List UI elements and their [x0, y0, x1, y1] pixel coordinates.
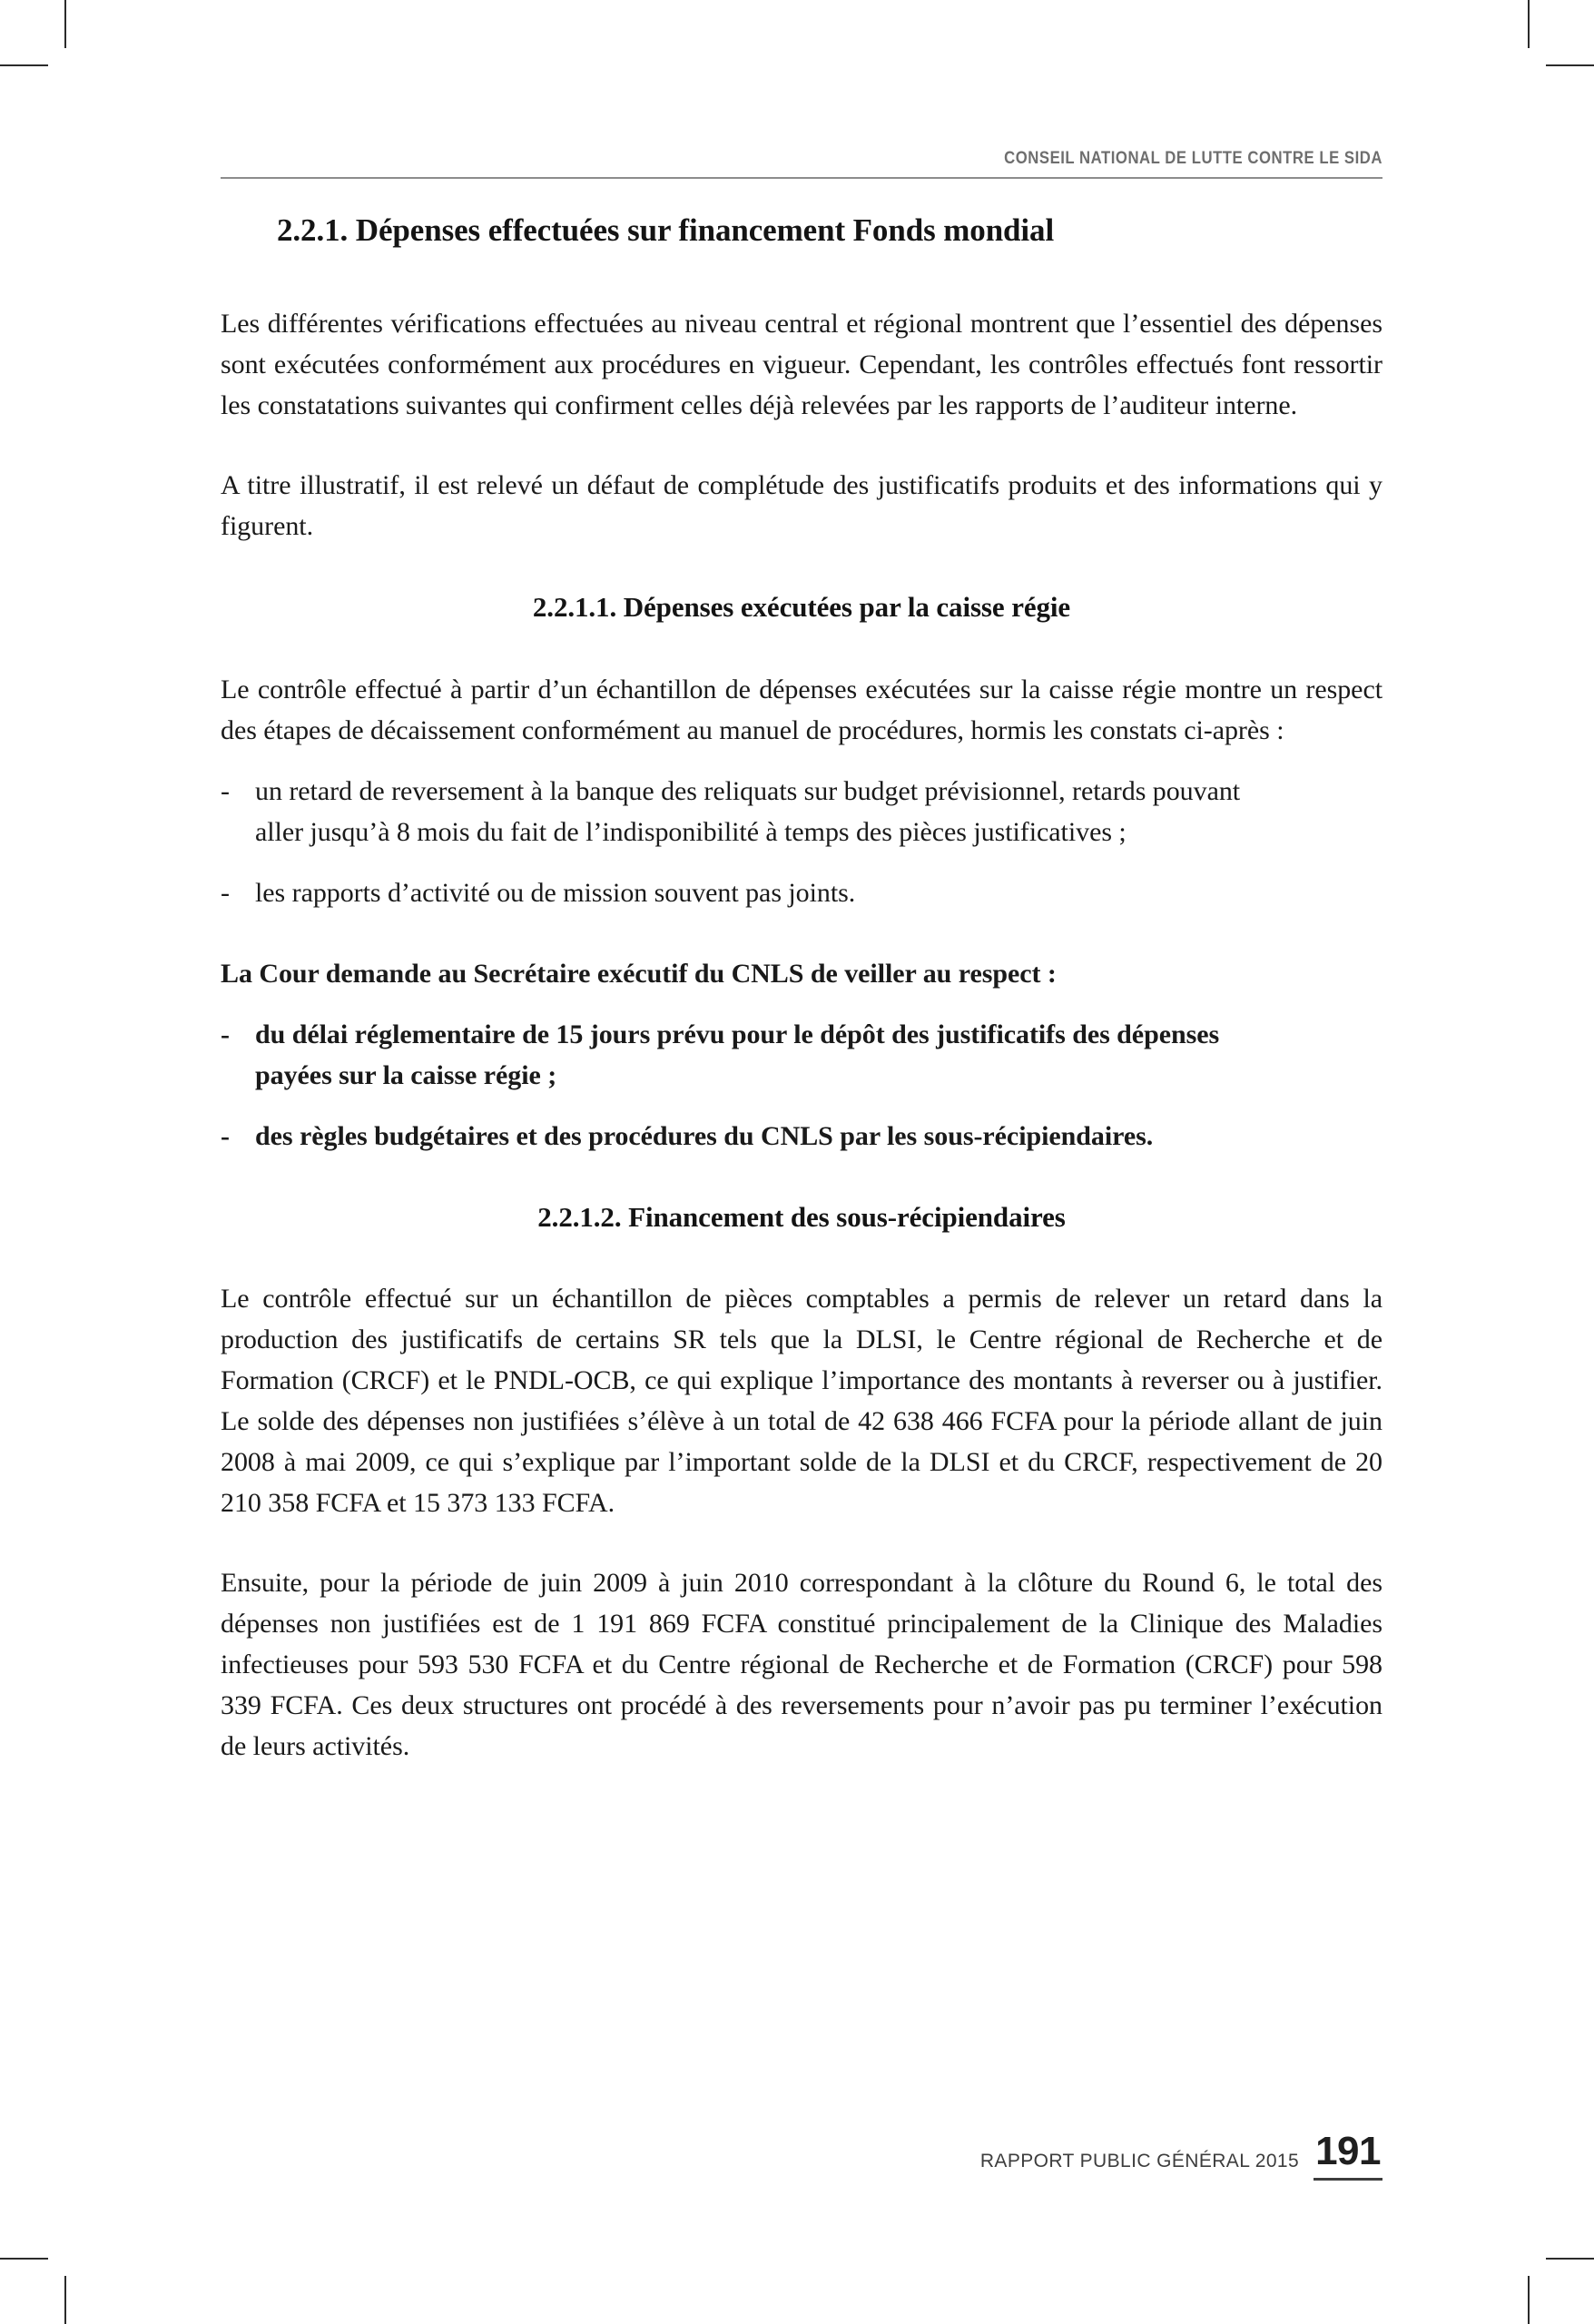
list-item-text: un retard de reversement à la banque des reliquats sur budget prévisionnel, retards pouvant aller jusqu’à 8 mois du fait de l’indisponibilité à temps des pièces justificatives ;	[255, 775, 1241, 847]
header-divider-rule	[221, 177, 1382, 179]
list-item-text: du délai réglementaire de 15 jours prévu pour le dépôt des justificatifs des dépenses payées sur la caisse régie ;	[255, 1019, 1220, 1090]
recommendation-intro: La Cour demande au Secrétaire exécutif du CNLS de veiller au respect :	[221, 958, 1057, 989]
dash-bullet-icon: -	[221, 775, 230, 806]
section-title: 2.2.1. Dépenses effectuées sur financement Fonds mondial	[277, 212, 1055, 248]
running-header-title: CONSEIL NATIONAL DE LUTTE CONTRE LE SIDA	[1004, 149, 1382, 168]
crop-mark-top-left-horizontal	[0, 64, 48, 66]
dash-bullet-icon: -	[221, 1019, 230, 1049]
spacer	[221, 251, 1382, 303]
footer-report-label: RAPPORT PUBLIC GÉNÉRAL 2015	[979, 2151, 1300, 2171]
list-item	[221, 1116, 1283, 1157]
dash-bullet-icon: -	[221, 1120, 230, 1151]
running-header	[221, 149, 1382, 179]
spacer	[221, 1235, 1382, 1278]
subsection-2-title: 2.2.1.2. Financement des sous-récipiendaires	[537, 1200, 1066, 1233]
crop-mark-top-right-vertical	[1528, 0, 1530, 48]
spacer	[221, 547, 1382, 590]
list-item	[221, 1014, 1283, 1096]
page-footer	[979, 2129, 1382, 2181]
list-item-text: les rapports d’activité ou de mission souvent pas joints.	[255, 877, 856, 908]
page-number: 191	[1314, 2132, 1382, 2181]
crop-mark-bottom-right-vertical	[1528, 2276, 1530, 2324]
spacer	[221, 426, 1382, 465]
crop-mark-top-right-horizontal	[1546, 64, 1594, 66]
crop-mark-top-left-vertical	[64, 0, 66, 48]
spacer	[221, 1157, 1382, 1200]
findings-list	[221, 771, 1272, 913]
intro-paragraph-1: Les différentes vérifications effectuées au niveau central et régional montrent que l’essentiel des dépenses sont exécutées conformément aux procédures en vigueur. Cependant, les contrôles effectués font ressortir les constatations suivantes qui confirment celles déjà relevées par les rapports de l’auditeur interne.	[221, 308, 1382, 420]
document-body	[221, 211, 1382, 1767]
spacer	[221, 625, 1382, 669]
list-item	[221, 872, 1272, 913]
list-item	[221, 771, 1272, 852]
spacer	[221, 913, 1382, 953]
spacer	[221, 994, 1382, 1014]
subsection-2-paragraph-1: Le contrôle effectué sur un échantillon de pièces comptables a permis de relever un retard dans la production des justificatifs de certains SR tels que la DLSI, le Centre régional de Recherche et de Formation (CRCF) et le PNDL-OCB, ce qui explique l’importance des montants à reverser ou à justifier. Le solde des dépenses non justifiées s’élève à un total de 42 638 466 FCFA pour la période allant de juin 2008 à mai 2009, ce qui s’explique par l’important solde de la DLSI et du CRCF, respectivement de 20 210 358 FCFA et 15 373 133 FCFA.	[221, 1284, 1382, 1519]
spacer	[221, 1523, 1382, 1562]
recommendation-list	[221, 1014, 1283, 1157]
intro-paragraph-2: A titre illustratif, il est relevé un défaut de complétude des justificatifs produits et des informations qui y figurent.	[221, 469, 1382, 541]
spacer	[221, 751, 1382, 771]
list-item-text: des règles budgétaires et des procédures du CNLS par les sous-récipiendaires.	[255, 1120, 1154, 1151]
subsection-2-paragraph-2: Ensuite, pour la période de juin 2009 à juin 2010 correspondant à la clôture du Round 6, le total des dépenses non justifiées est de 1 191 869 FCFA constitué principalement de la Clinique des Maladies infectieuses pour 593 530 FCFA et du Centre régional de Recherche et de Formation (CRCF) pour 598 339 FCFA. Ces deux structures ont procédé à des reversements pour n’avoir pas pu terminer l’exécution de leurs activités.	[221, 1568, 1382, 1762]
subsection-1-title: 2.2.1.1. Dépenses exécutées par la caisse régie	[532, 590, 1071, 623]
subsection-1-paragraph: Le contrôle effectué à partir d’un échantillon de dépenses exécutées sur la caisse régie montre un respect des étapes de décaissement conformément au manuel de procédures, hormis les constats ci-après :	[221, 674, 1382, 745]
crop-mark-bottom-right-horizontal	[1546, 2258, 1594, 2260]
dash-bullet-icon: -	[221, 877, 230, 908]
crop-mark-bottom-left-vertical	[64, 2276, 66, 2324]
crop-mark-bottom-left-horizontal	[0, 2258, 48, 2260]
